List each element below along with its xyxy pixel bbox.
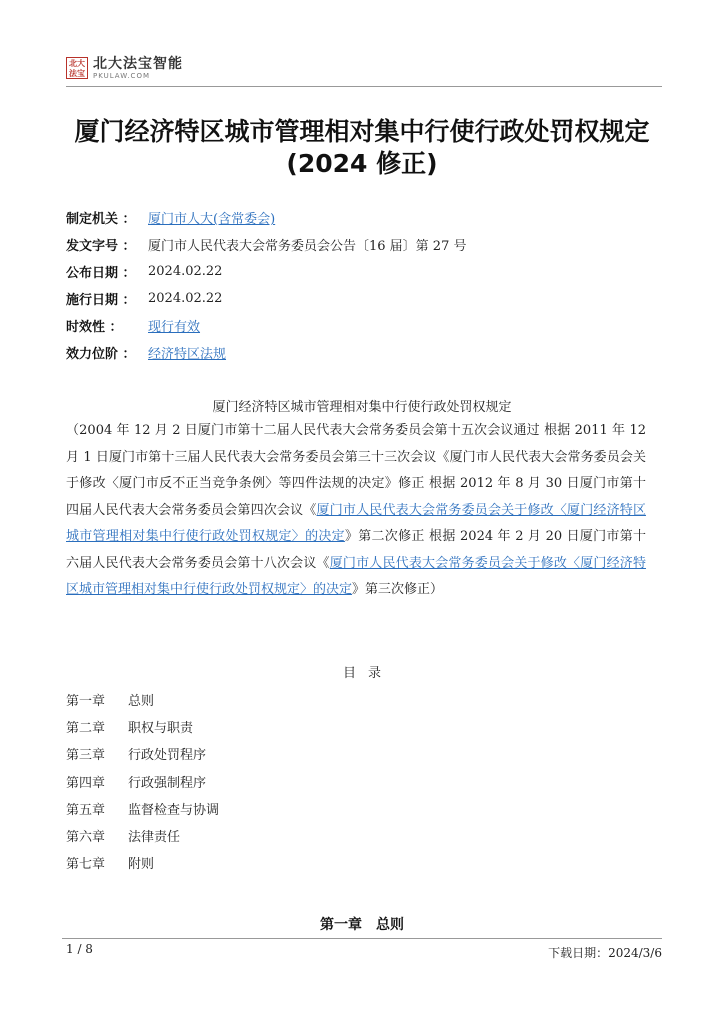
meta-row-issuer (66, 204, 466, 231)
issuer-link[interactable]: 厦门市人大(含常委会) (148, 212, 276, 227)
validity-link[interactable]: 现行有效 (148, 320, 201, 335)
publish-date-value: 2024.02.22 (148, 264, 223, 279)
toc-item[interactable] (66, 713, 219, 740)
amendment-link-2012[interactable]: 厦门市人民代表大会常务委员会关于修改〈厦门经济特区城市管理相对集中行使行政处罚权规定〉的决定 (66, 502, 646, 544)
meta-label: 效力位阶 ： (66, 347, 136, 362)
toc-item[interactable] (66, 849, 219, 876)
seal-char: 宝 (77, 67, 85, 78)
meta-label: 时效性 ： (66, 320, 123, 335)
amendment-link-2024[interactable]: 厦门市人民代表大会常务委员会关于修改〈厦门经济特区城市管理相对集中行使行政处罚权规定〉的决定 (66, 555, 646, 597)
toc-chapter-name: 法律责任 (128, 830, 181, 846)
meta-row-validity (66, 312, 466, 339)
effective-date-value: 2024.02.22 (148, 291, 223, 306)
seal-char: 北 (69, 57, 77, 68)
history-text: （2004 年 12 月 2 日厦门市第十二届人民代表大会常务委员会第十五次会议通过 根据 2011 年 12 月 1 日厦门市第十三届人民代表大会常务委员会第三十三次会议《厦门市人民代表大会常务委员会关于修改〈厦门市反不正当竞争条例〉等四件法规的决定》修正 根据 2012 年 8 月 30 日厦门市第十四届人民代表大会常务委员会第四次会议《 (66, 423, 646, 518)
page-number: 1 / 8 (66, 942, 93, 956)
toc-chapter-number: 第四章 (66, 775, 106, 791)
seal-char: 大 (77, 57, 85, 68)
footer-divider (62, 938, 662, 939)
toc-chapter-name: 监督检查与协调 (128, 802, 220, 818)
table-of-contents (66, 686, 219, 876)
header-divider (66, 86, 662, 87)
toc-item[interactable] (66, 795, 219, 822)
revision-history (66, 418, 646, 604)
meta-label: 施行日期 ： (66, 293, 136, 308)
toc-chapter-name: 总则 (128, 694, 155, 710)
toc-chapter-number: 第一章 (66, 694, 106, 710)
history-text: 》第二次修正 根据 2024 年 2 月 20 日厦门市第十六届人民代表大会常务委员会第十八次会议《 (66, 529, 646, 571)
toc-item[interactable] (66, 686, 219, 713)
logo-main-text: 北大法宝智能 (93, 56, 183, 72)
toc-chapter-number: 第七章 (66, 857, 106, 873)
download-date: 下载日期：2024/3/6 (548, 946, 662, 960)
meta-row-level (66, 339, 466, 366)
toc-heading: 目录 (342, 666, 393, 681)
history-text: 》第三次修正） (352, 582, 444, 597)
seal-icon (66, 57, 88, 79)
meta-row-effective-date (66, 285, 466, 312)
document-subtitle: 厦门经济特区城市管理相对集中行使行政处罚权规定 (212, 400, 512, 415)
toc-item[interactable] (66, 740, 219, 767)
meta-row-publish-date (66, 258, 466, 285)
toc-chapter-number: 第六章 (66, 830, 106, 846)
toc-chapter-number: 第五章 (66, 802, 106, 818)
meta-label: 公布日期 ： (66, 266, 136, 281)
toc-chapter-number: 第二章 (66, 721, 106, 737)
meta-label: 制定机关 ： (66, 212, 136, 227)
toc-chapter-name: 行政处罚程序 (128, 748, 207, 764)
toc-chapter-number: 第三章 (66, 748, 106, 764)
meta-label: 发文字号 ： (66, 239, 136, 254)
chapter-heading: 第一章 总则 (320, 917, 404, 933)
seal-char: 法 (69, 67, 77, 78)
toc-chapter-name: 行政强制程序 (128, 775, 207, 791)
metadata-table (66, 204, 466, 366)
toc-item[interactable] (66, 768, 219, 795)
document-title: 厦门经济特区城市管理相对集中行使行政处罚权规定(2024 修正) (74, 117, 650, 178)
level-link[interactable]: 经济特区法规 (148, 347, 227, 362)
logo-sub-text: PKULAW.COM (93, 72, 150, 80)
toc-chapter-name: 职权与职责 (128, 721, 194, 737)
doc-number-value: 厦门市人民代表大会常务委员会公告〔16 届〕第 27 号 (148, 239, 467, 254)
toc-item[interactable] (66, 822, 219, 849)
toc-chapter-name: 附则 (128, 857, 155, 873)
meta-row-doc-number (66, 231, 466, 258)
pkulaw-logo (66, 54, 183, 82)
